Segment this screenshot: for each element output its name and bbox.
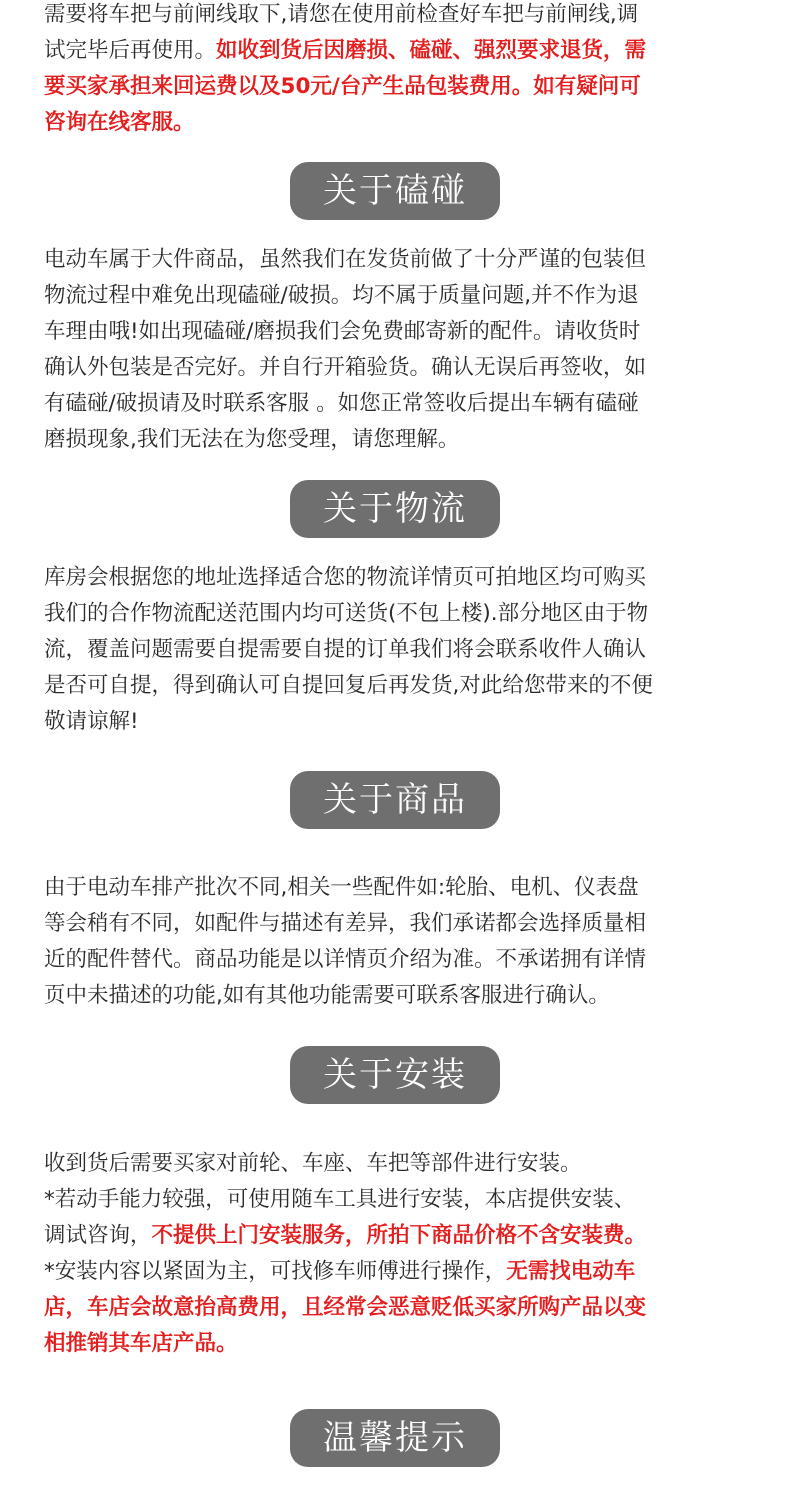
collision-line: 有磕碰/破损请及时联系客服 。如您正常签收后提出车辆有磕碰	[44, 391, 639, 416]
collision-line: 物流过程中难免出现磕碰/破损。均不属于质量问题,并不作为退	[44, 283, 639, 308]
logistics-line: 是否可自提，得到确认可自提回复后再发货,对此给您带来的不便	[44, 673, 653, 698]
section-heading-logistics: 关于物流	[290, 480, 500, 538]
section-heading-installation: 关于安装	[290, 1046, 500, 1104]
intro-line-3-warning: 要买家承担来回运费以及50元/台产生品包装费用。如有疑问可	[44, 74, 641, 99]
logistics-line: 敬请谅解!	[44, 709, 139, 734]
collision-paragraph	[44, 242, 756, 458]
intro-paragraph	[44, 0, 756, 141]
intro-line-4-warning: 咨询在线客服。	[44, 110, 195, 135]
section-heading-collision: 关于磕碰	[290, 162, 500, 220]
product-paragraph	[44, 870, 756, 1014]
logistics-paragraph	[44, 560, 756, 740]
product-line: 近的配件替代。商品功能是以详情页介绍为准。不承诺拥有详情	[44, 947, 647, 972]
product-line: 页中未描述的功能,如有其他功能需要可联系客服进行确认。	[44, 983, 610, 1008]
installation-line-4-warning: 无需找电动车	[506, 1259, 636, 1284]
product-line: 由于电动车排产批次不同,相关一些配件如:轮胎、电机、仪表盘	[44, 875, 639, 900]
logistics-line: 我们的合作物流配送范围内均可送货(不包上楼).部分地区由于物	[44, 601, 649, 626]
collision-line: 电动车属于大件商品，虽然我们在发货前做了十分严谨的包装但	[44, 247, 647, 272]
collision-line: 车理由哦!如出现磕碰/磨损我们会免费邮寄新的配件。请收货时	[44, 319, 641, 344]
collision-line: 磨损现象,我们无法在为您受理，请您理解。	[44, 427, 460, 452]
installation-line-5-warning: 店，车店会故意抬高费用，且经常会恶意贬低买家所购产品以变	[44, 1295, 647, 1320]
collision-line: 确认外包装是否完好。并自行开箱验货。确认无误后再签收，如	[44, 355, 647, 380]
intro-line-2	[44, 33, 756, 69]
section-heading-product: 关于商品	[290, 771, 500, 829]
intro-line-2-normal: 试完毕后再使用。	[44, 38, 217, 63]
intro-line-2-warning: 如收到货后因磨损、磕碰、强烈要求退货，需	[216, 38, 647, 63]
installation-line-2: *若动手能力较强，可使用随车工具进行安装，本店提供安装、	[44, 1187, 636, 1212]
installation-paragraph	[44, 1146, 756, 1362]
installation-line-4	[44, 1254, 756, 1290]
product-line: 等会稍有不同，如配件与描述有差异，我们承诺都会选择质量相	[44, 911, 647, 936]
logistics-line: 库房会根据您的地址选择适合您的物流详情页可拍地区均可购买	[44, 565, 647, 590]
installation-line-4-normal: *安装内容以紧固为主，可找修车师傅进行操作，	[44, 1259, 507, 1284]
installation-line-6-warning: 相推销其车店产品。	[44, 1331, 238, 1356]
installation-line-3-warning: 不提供上门安装服务，所拍下商品价格不含安装费。	[151, 1223, 647, 1248]
section-heading-tips: 温馨提示	[290, 1409, 500, 1467]
installation-line-3	[44, 1218, 756, 1254]
logistics-line: 流，覆盖问题需要自提需要自提的订单我们将会联系收件人确认	[44, 637, 647, 662]
installation-line-3-normal: 调试咨询，	[44, 1223, 152, 1248]
installation-line-1: 收到货后需要买家对前轮、车座、车把等部件进行安装。	[44, 1151, 582, 1176]
intro-line-1: 需要将车把与前闸线取下,请您在使用前检查好车把与前闸线,调	[44, 2, 639, 27]
